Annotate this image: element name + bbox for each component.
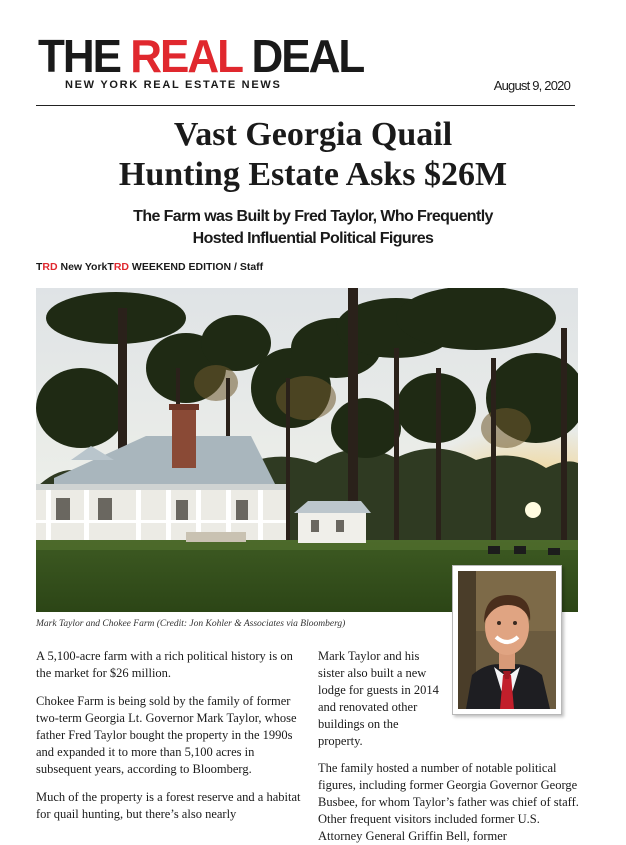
- headline-line-2: Hunting Estate Asks $26M: [118, 156, 508, 193]
- headline-line-1: Vast Georgia Quail: [173, 116, 453, 153]
- byline-brand2-rd: RD: [113, 261, 129, 273]
- logo-deal: DEAL: [241, 30, 364, 83]
- logo-wordmark: [38, 30, 364, 83]
- subhead-line-1: The Farm was Built by Fred Taylor, Who Frequently: [133, 208, 493, 225]
- issue-date: August 9, 2020: [493, 78, 570, 93]
- article-body-left: [36, 648, 304, 834]
- paragraph: The family hosted a number of notable political figures, including former Georgia Governor George Busbee, for whom Taylor’s father was chief of staff. Other frequent visitors included former U.S. Attorney General Griffin Bell, former: [318, 761, 579, 843]
- logo-real: REAL: [130, 30, 242, 83]
- portrait-photo: [452, 565, 562, 715]
- byline-edition: WEEKEND EDITION / Staff: [129, 261, 264, 273]
- article-body-right-top: [318, 648, 440, 750]
- paragraph: A 5,100-acre farm with a rich political history is on the market for $26 million.: [36, 649, 293, 680]
- photo-caption: Mark Taylor and Chokee Farm (Credit: Jon Kohler & Associates via Bloomberg): [36, 619, 346, 629]
- byline-brand2-t: T: [107, 261, 114, 273]
- masthead-divider: [36, 105, 575, 106]
- paragraph: Much of the property is a forest reserve and a habitat for quail hunting, but there’s also nearly: [36, 790, 301, 821]
- paragraph: Chokee Farm is being sold by the family of former two-term Georgia Lt. Governor Mark Taylor, whose father Fred Taylor bought the property in the 1990s and expanded it to more than 5,100 acres in subsequent years, according to Bloomberg.: [36, 694, 297, 776]
- masthead-logo[interactable]: [38, 30, 364, 91]
- logo-the: THE: [38, 30, 131, 83]
- byline: [36, 261, 263, 273]
- article-headline: [0, 115, 626, 195]
- subhead-line-2: Hosted Influential Political Figures: [192, 230, 434, 247]
- farm-photo: [36, 288, 578, 612]
- article-subhead: [60, 206, 566, 250]
- paragraph: Mark Taylor and his sister also built a new lodge for guests in 2014 and renovated other buildings on the property.: [318, 649, 439, 748]
- byline-ny: New York: [57, 261, 108, 273]
- byline-brand-t: T: [36, 261, 43, 273]
- logo-tagline: NEW YORK REAL ESTATE NEWS: [65, 79, 282, 91]
- article-body-right-bottom: [318, 760, 586, 845]
- byline-brand-rd: RD: [42, 261, 58, 273]
